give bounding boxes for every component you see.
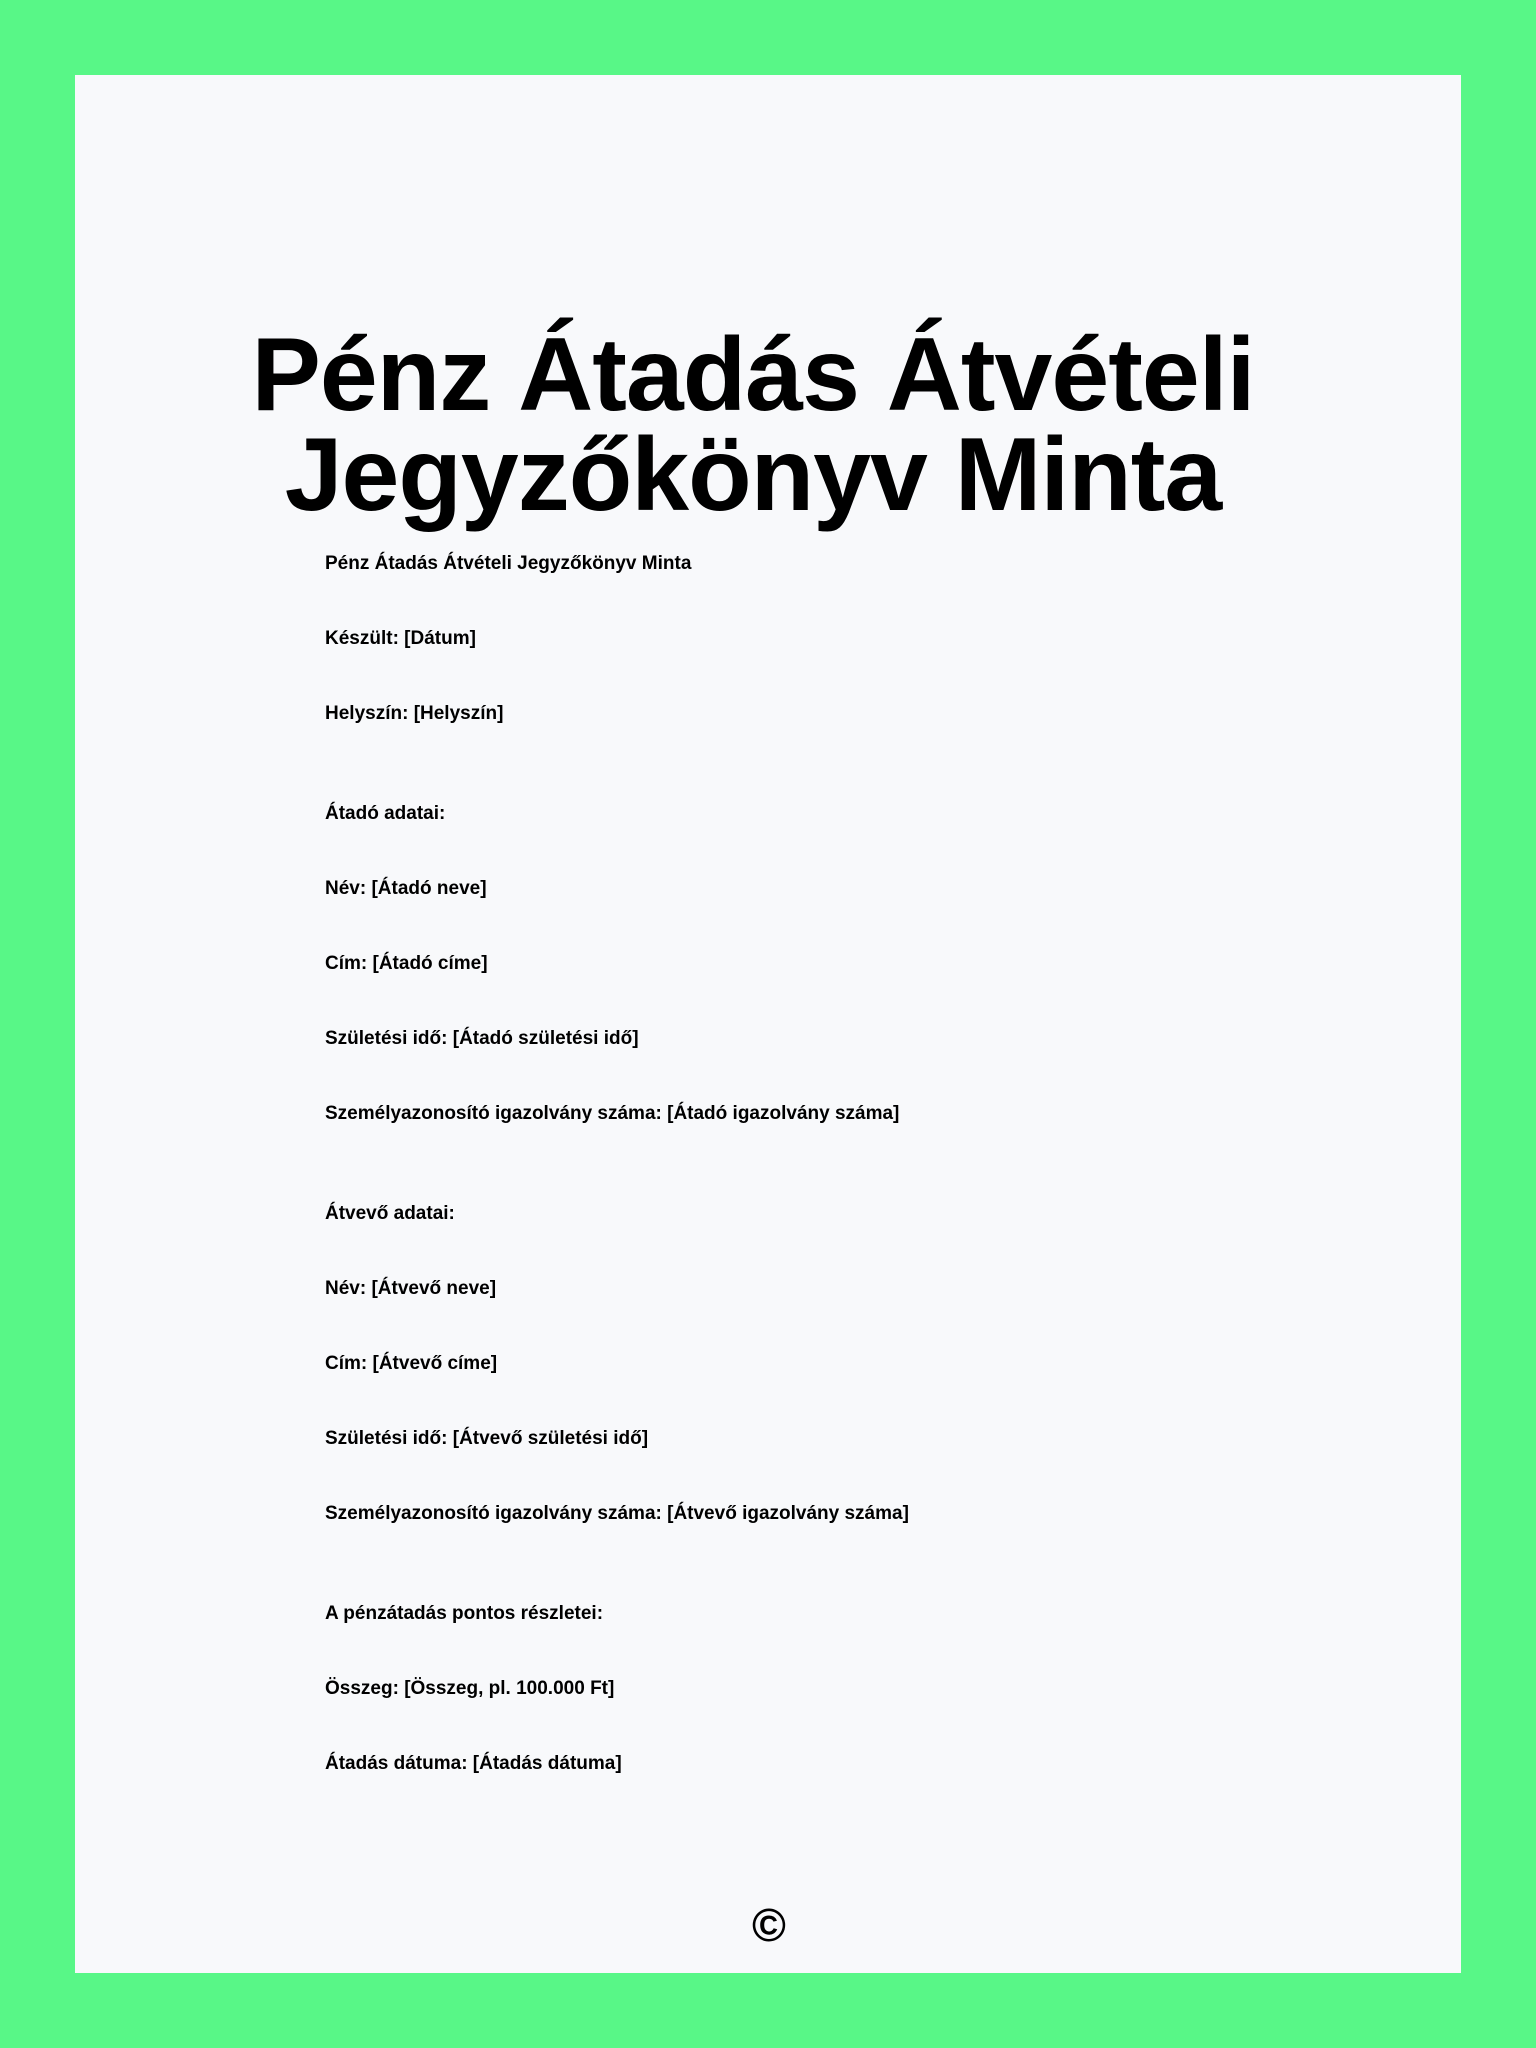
transfer-details-heading: A pénzátadás pontos részletei:	[325, 1603, 604, 1624]
giver-section-heading: Átadó adatai:	[325, 803, 446, 824]
copyright-icon: ©	[752, 1899, 786, 1951]
document-subtitle: Pénz Átadás Átvételi Jegyzőkönyv Minta	[325, 553, 692, 574]
title-line-1: Pénz Átadás Átvételi	[251, 317, 1255, 433]
receiver-birthdate-field: Születési idő: [Átvevő születési idő]	[325, 1428, 649, 1449]
giver-birthdate-field: Születési idő: [Átadó születési idő]	[325, 1028, 639, 1049]
giver-id-number-field: Személyazonosító igazolvány száma: [Átadó igazolvány száma]	[325, 1103, 900, 1124]
title-line-2: Jegyzőkönyv Minta	[284, 417, 1222, 533]
document-page	[75, 75, 1461, 1973]
giver-address-field: Cím: [Átadó címe]	[325, 953, 488, 974]
document-title	[75, 317, 1461, 533]
created-date-field: Készült: [Dátum]	[325, 628, 476, 649]
receiver-address-field: Cím: [Átvevő címe]	[325, 1353, 498, 1374]
receiver-id-number-field: Személyazonosító igazolvány száma: [Átvevő igazolvány száma]	[325, 1503, 909, 1524]
amount-field: Összeg: [Összeg, pl. 100.000 Ft]	[325, 1678, 615, 1699]
giver-name-field: Név: [Átadó neve]	[325, 878, 487, 899]
receiver-name-field: Név: [Átvevő neve]	[325, 1278, 497, 1299]
transfer-date-field: Átadás dátuma: [Átadás dátuma]	[325, 1753, 622, 1774]
receiver-section-heading: Átvevő adatai:	[325, 1203, 455, 1224]
location-field: Helyszín: [Helyszín]	[325, 703, 504, 724]
